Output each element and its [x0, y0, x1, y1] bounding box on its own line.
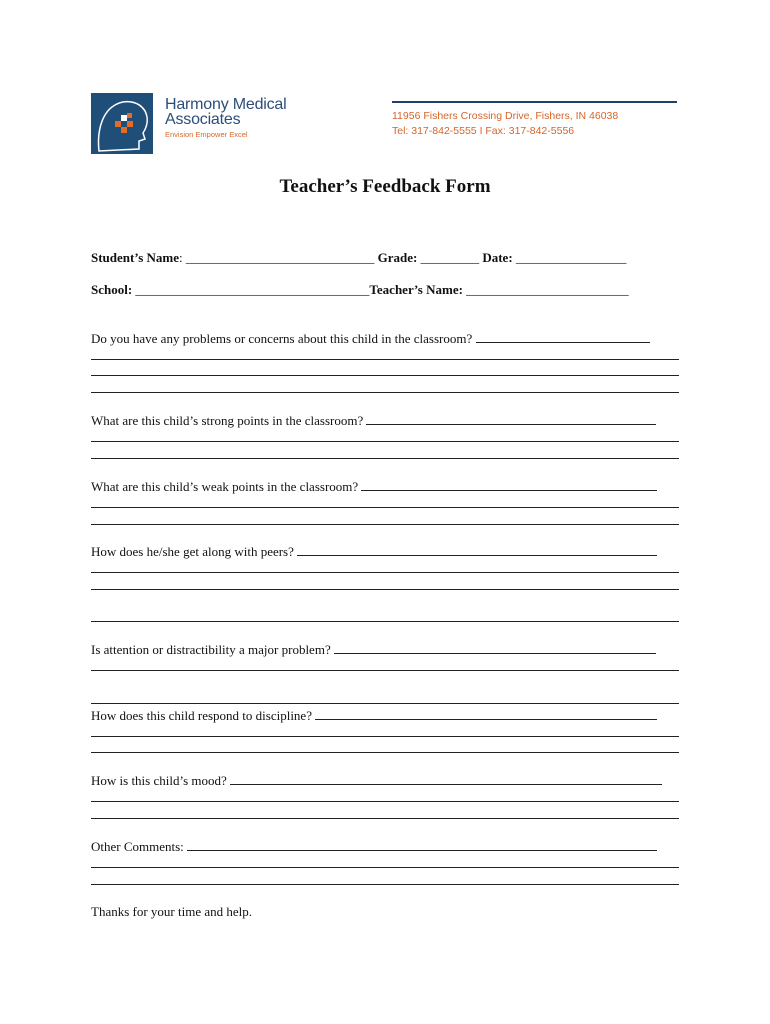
- grade-field[interactable]: _________: [420, 250, 480, 265]
- question-weak-points-text: What are this child’s weak points in the classroom?: [91, 479, 359, 494]
- logo-name-line2: Associates: [165, 111, 241, 128]
- answer-line[interactable]: [230, 774, 662, 785]
- answer-line[interactable]: [91, 867, 679, 868]
- answer-line[interactable]: [91, 572, 679, 573]
- school-label: School:: [91, 282, 136, 297]
- date-label: Date:: [479, 250, 516, 265]
- question-attention: [91, 642, 681, 658]
- question-other-comments-text: Other Comments:: [91, 839, 184, 854]
- student-name-label: Student’s Name: [91, 250, 179, 265]
- question-mood: [91, 773, 681, 789]
- answer-line[interactable]: [91, 589, 679, 590]
- question-other-comments: [91, 839, 681, 855]
- question-peers: [91, 544, 681, 560]
- question-concerns-text: Do you have any problems or concerns about this child in the classroom?: [91, 331, 473, 346]
- answer-line[interactable]: [91, 801, 679, 802]
- address-line: 11956 Fishers Crossing Drive, Fishers, IN 46038: [392, 110, 619, 122]
- head-silhouette-icon: [91, 93, 153, 154]
- answer-line[interactable]: [366, 414, 656, 425]
- question-discipline: [91, 708, 681, 724]
- question-concerns: [91, 331, 681, 347]
- answer-line[interactable]: [334, 643, 656, 654]
- header-rule: [392, 101, 677, 103]
- student-name-colon: :: [179, 250, 186, 265]
- answer-line[interactable]: [91, 524, 679, 525]
- closing-text: Thanks for your time and help.: [91, 904, 253, 919]
- answer-line[interactable]: [91, 441, 679, 442]
- logo-tagline: Envision Empower Excel: [165, 130, 248, 139]
- contact-block: [392, 109, 618, 139]
- answer-line[interactable]: [91, 736, 679, 737]
- answer-line[interactable]: [91, 703, 679, 704]
- form-title: Teacher’s Feedback Form: [279, 176, 491, 197]
- answer-line[interactable]: [91, 818, 679, 819]
- answer-line[interactable]: [361, 480, 657, 491]
- answer-line[interactable]: [91, 621, 679, 622]
- logo-wordmark: [165, 97, 287, 139]
- answer-line[interactable]: [91, 359, 679, 360]
- question-mood-text: How is this child’s mood?: [91, 773, 227, 788]
- answer-line[interactable]: [91, 375, 679, 376]
- question-peers-text: How does he/she get along with peers?: [91, 544, 294, 559]
- answer-line[interactable]: [315, 709, 657, 720]
- teacher-name-field[interactable]: _________________________: [466, 282, 629, 297]
- answer-line[interactable]: [187, 840, 657, 851]
- answer-line[interactable]: [91, 884, 679, 885]
- question-strong-points: [91, 413, 681, 429]
- date-field[interactable]: _________________: [515, 250, 627, 265]
- logo-mark: [91, 93, 153, 154]
- question-discipline-text: How does this child respond to discipline?: [91, 708, 312, 723]
- teacher-name-label: Teacher’s Name:: [369, 282, 467, 297]
- grade-label: Grade:: [374, 250, 421, 265]
- question-weak-points: [91, 479, 681, 495]
- student-info-row: [91, 250, 691, 266]
- school-info-row: [91, 282, 691, 298]
- logo-name-line1: Harmony Medical: [165, 96, 287, 113]
- question-attention-text: Is attention or distractibility a major problem?: [91, 642, 331, 657]
- answer-line[interactable]: [476, 332, 650, 343]
- phone-fax-line: Tel: 317-842-5555 I Fax: 317-842-5556: [392, 125, 575, 137]
- answer-line[interactable]: [91, 752, 679, 753]
- school-field[interactable]: ____________________________________: [135, 282, 370, 297]
- student-name-field[interactable]: _____________________________: [185, 250, 375, 265]
- answer-line[interactable]: [297, 545, 657, 556]
- answer-line[interactable]: [91, 670, 679, 671]
- question-strong-points-text: What are this child’s strong points in the classroom?: [91, 413, 364, 428]
- answer-line[interactable]: [91, 392, 679, 393]
- answer-line[interactable]: [91, 458, 679, 459]
- answer-line[interactable]: [91, 507, 679, 508]
